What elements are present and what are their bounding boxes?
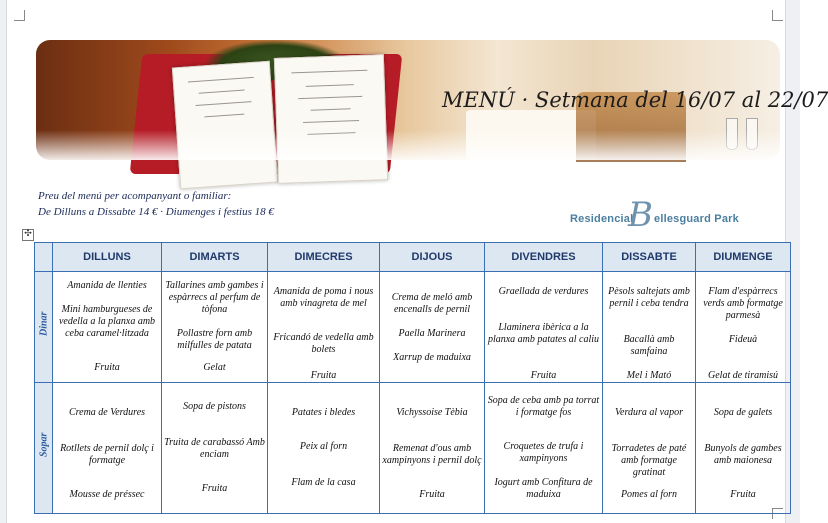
meal-label: Dinar bbox=[38, 311, 50, 336]
meal-label-cell bbox=[35, 272, 53, 383]
dish: Mini hamburgueses de vedella a la planxa amb ceba caramel·litzada bbox=[58, 304, 156, 339]
lunch-row bbox=[35, 272, 791, 383]
dish: Xarrup de maduixa bbox=[393, 352, 471, 363]
dish: Sopa de ceba amb pa torrat i formatge fos bbox=[487, 395, 600, 418]
dish: Iogurt amb Confitura de maduixa bbox=[494, 477, 593, 500]
dish: Fruita bbox=[419, 489, 445, 500]
dish: Flam de la casa bbox=[291, 477, 356, 488]
day-header: DIJOUS bbox=[380, 243, 485, 272]
day-header: DISSABTE bbox=[603, 243, 696, 272]
weekly-menu-table bbox=[34, 242, 791, 514]
dish: Gelat de tiramisú bbox=[708, 370, 778, 381]
dish: Pomes al forn bbox=[620, 489, 678, 500]
logo-text-right: ellesguard Park bbox=[654, 213, 739, 225]
dish: Torradetes de paté amb formatge gratinat bbox=[611, 443, 687, 478]
dish: Fruita bbox=[94, 362, 120, 373]
menu-cell bbox=[162, 272, 268, 383]
dish: Mousse de préssec bbox=[69, 489, 145, 500]
dish: Fricandó de vedella amb bolets bbox=[273, 332, 374, 355]
dish: Patates i bledes bbox=[291, 407, 356, 418]
menu-card-right bbox=[274, 54, 388, 184]
menu-card-left bbox=[172, 61, 278, 190]
dish: Croquetes de trufa i xampinyons bbox=[503, 441, 584, 464]
day-header: DIMECRES bbox=[268, 243, 380, 272]
crop-mark-top-left bbox=[14, 10, 25, 21]
page-left-margin bbox=[0, 0, 7, 523]
menu-cell bbox=[268, 272, 380, 383]
dish: Tallarines amb gambes i espàrrecs al perfum de tòfona bbox=[165, 280, 264, 315]
dish: Crema de Verdures bbox=[68, 407, 146, 418]
dish: Sopa de pistons bbox=[183, 401, 246, 412]
dish: Fruita bbox=[201, 483, 228, 494]
dish: Fruita bbox=[730, 489, 756, 500]
logo-text-left: Residencial bbox=[570, 213, 634, 225]
menu-cell bbox=[162, 383, 268, 514]
menu-cell bbox=[53, 383, 162, 514]
dish: Vichyssoise Tèbia bbox=[396, 407, 468, 418]
corner-cell bbox=[35, 243, 53, 272]
dish: Paella Marinera bbox=[398, 328, 466, 339]
dish: Truita de carabassó Amb enciam bbox=[164, 437, 265, 460]
menu-cell bbox=[485, 383, 603, 514]
meal-label-cell bbox=[35, 383, 53, 514]
dish: Sopa de galets bbox=[713, 407, 773, 418]
dish: Peix al forn bbox=[299, 441, 348, 452]
header-row bbox=[35, 243, 791, 272]
dish: Fideuà bbox=[728, 334, 758, 345]
dish: Pollastre forn amb milfulles de patata bbox=[176, 328, 253, 351]
residence-logo bbox=[570, 195, 770, 238]
dish: Gelat bbox=[203, 362, 226, 373]
dish: Amanida de poma i nous amb vinagreta de mel bbox=[273, 286, 374, 309]
price-info bbox=[38, 188, 274, 220]
dish: Flam d'espàrrecs verds amb formatge parmesà bbox=[703, 286, 783, 321]
menu-cell bbox=[603, 272, 696, 383]
day-header: DIMARTS bbox=[162, 243, 268, 272]
table-move-icon[interactable]: ✣ bbox=[22, 229, 34, 241]
wine-glass bbox=[746, 118, 758, 150]
dish: Crema de meló amb encenalls de pernil bbox=[391, 292, 473, 315]
dinner-row bbox=[35, 383, 791, 514]
dish: Remenat d'ous amb xampinyons i pernil dolç bbox=[382, 443, 482, 466]
menu-cell bbox=[53, 272, 162, 383]
menu-cell bbox=[603, 383, 696, 514]
menu-cell bbox=[485, 272, 603, 383]
header-banner-image bbox=[36, 40, 828, 160]
menu-cell bbox=[380, 272, 485, 383]
dish: Graellada de verdures bbox=[498, 286, 589, 297]
day-header: DIVENDRES bbox=[485, 243, 603, 272]
dish: Mel i Mató bbox=[626, 370, 672, 381]
price-line-2: De Dilluns a Dissabte 14 € · Diumenges i festius 18 € bbox=[38, 206, 274, 218]
crop-mark-top-right bbox=[772, 10, 783, 21]
menu-cell bbox=[696, 272, 791, 383]
dish: Verdura al vapor bbox=[615, 407, 683, 418]
logo-initial: B bbox=[628, 195, 653, 235]
dish: Fruita bbox=[310, 370, 337, 381]
menu-cell bbox=[380, 383, 485, 514]
dish: Llaminera ibèrica a la planxa amb patates al caliu bbox=[487, 322, 600, 345]
dish: Bacallà amb samfaina bbox=[623, 334, 675, 357]
price-line-1: Preu del menú per acompanyant o familiar: bbox=[38, 190, 232, 202]
dish: Fruita bbox=[530, 370, 557, 381]
wine-glass bbox=[726, 118, 738, 150]
dish: Rotllets de pernil dolç i formatge bbox=[60, 443, 154, 466]
menu-cell bbox=[268, 383, 380, 514]
menu-cell bbox=[696, 383, 791, 514]
day-header: DIUMENGE bbox=[696, 243, 791, 272]
dish: Bunyols de gambes amb maionesa bbox=[704, 443, 782, 466]
dish: Pèsols saltejats amb pernil i ceba tendra bbox=[608, 286, 690, 309]
dish: Amanida de llenties bbox=[67, 280, 147, 291]
meal-label: Sopar bbox=[38, 432, 50, 457]
menu-title: MENÚ · Setmana del 16/07 al 22/07 bbox=[442, 88, 828, 112]
day-header: DILLUNS bbox=[53, 243, 162, 272]
